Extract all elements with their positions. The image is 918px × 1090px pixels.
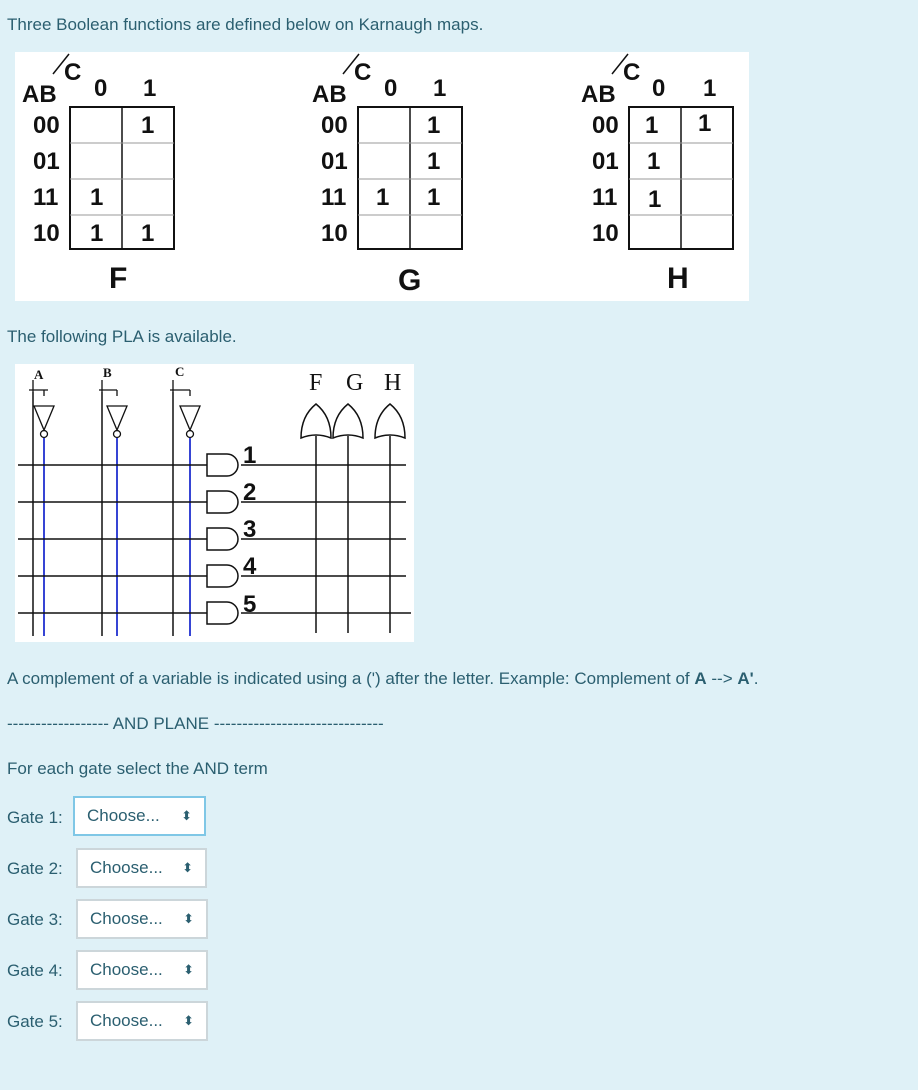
pla-gate-3-label: 3: [243, 516, 257, 543]
pla-complement-lines: [44, 438, 190, 636]
karnaugh-maps-image: [15, 52, 749, 301]
kmap-g: [312, 54, 462, 297]
kmap-g-cell: 1: [427, 184, 441, 211]
kmap-g-name: G: [398, 264, 422, 297]
complement-example-var: A: [694, 669, 707, 688]
and-plane-label: AND PLANE: [112, 714, 210, 733]
kmap-f-row-11: 11: [33, 184, 59, 211]
select-arrows-icon: ⬍: [181, 808, 192, 823]
kmap-g-row-10: 10: [321, 220, 348, 247]
kmap-h-ab-label: AB: [581, 81, 616, 108]
pla-input-buffers: [29, 380, 200, 438]
kmap-g-row-01: 01: [321, 148, 348, 175]
complement-note: A complement of a variable is indicated using a (') after the letter. Example: Complement of A --> A'.: [7, 669, 759, 688]
pla-output-g-label: G: [346, 370, 364, 396]
kmap-f-cell: 1: [90, 220, 104, 247]
and-plane-divider: ------------------ AND PLANE ------------------------------: [7, 714, 384, 733]
kmap-g-cell: 1: [376, 184, 390, 211]
kmap-f-cell: 1: [90, 184, 104, 211]
gate-5-select[interactable]: Choose... ⬍: [76, 1001, 208, 1041]
pla-output-h-label: H: [384, 370, 402, 396]
pla-diagram: [15, 364, 414, 642]
gate-5-label: Gate 5:: [7, 1012, 63, 1031]
kmap-h-cell: 1: [648, 186, 662, 213]
kmap-g-row-00: 00: [321, 112, 348, 139]
kmap-f-row-00: 00: [33, 112, 60, 139]
kmap-f-ab-label: AB: [22, 81, 57, 108]
gate-3-label: Gate 3:: [7, 910, 63, 929]
pla-gate-5-label: 5: [243, 591, 257, 618]
gate-2-label: Gate 2:: [7, 859, 63, 878]
kmap-g-c-label: C: [354, 59, 372, 86]
complement-example-result: A': [737, 669, 754, 688]
kmap-f-row-10: 10: [33, 220, 60, 247]
pla-output-f-label: F: [309, 370, 323, 396]
gate-2-select[interactable]: Choose... ⬍: [76, 848, 207, 888]
kmap-f-cell: 1: [141, 112, 155, 139]
pla-and-gates: [207, 454, 238, 624]
gate-4-label: Gate 4:: [7, 961, 63, 980]
kmap-g-ab-label: AB: [312, 81, 347, 108]
select-arrows-icon: ⬍: [183, 1013, 194, 1028]
kmap-g-col-0: 0: [384, 75, 398, 102]
kmap-f-cell: 1: [141, 220, 155, 247]
kmap-h-col-0: 0: [652, 75, 666, 102]
pla-input-lines: [33, 392, 173, 636]
pla-input-c-label: C: [175, 364, 185, 379]
kmap-g-row-11: 11: [321, 184, 347, 211]
select-arrows-icon: ⬍: [183, 962, 194, 977]
gate-4-select[interactable]: Choose... ⬍: [76, 950, 208, 990]
kmap-h: [581, 54, 733, 295]
kmap-h-row-01: 01: [592, 148, 619, 175]
kmap-f: [22, 54, 174, 295]
kmap-f-row-01: 01: [33, 148, 60, 175]
gate-3-select[interactable]: Choose... ⬍: [76, 899, 208, 939]
kmap-h-row-00: 00: [592, 112, 619, 139]
kmap-f-col-0: 0: [94, 75, 108, 102]
kmap-h-cell: 1: [645, 112, 659, 139]
kmap-f-col-1: 1: [143, 75, 157, 102]
pla-gate-1-label: 1: [243, 442, 257, 469]
instruction-text: For each gate select the AND term: [7, 759, 268, 778]
pla-gate-4-label: 4: [243, 553, 257, 580]
kmap-h-cell: 1: [698, 110, 712, 137]
pla-input-b-label: B: [103, 365, 112, 380]
kmap-h-row-11: 11: [592, 184, 618, 211]
pla-intro-text: The following PLA is available.: [7, 327, 237, 346]
pla-gate-2-label: 2: [243, 479, 257, 506]
kmap-h-cell: 1: [647, 148, 661, 175]
gate-1-select[interactable]: Choose... ⬍: [73, 796, 206, 836]
pla-input-a-label: A: [34, 367, 44, 382]
kmap-g-cell: 1: [427, 112, 441, 139]
kmap-f-name: F: [109, 262, 128, 295]
kmap-g-col-1: 1: [433, 75, 447, 102]
kmap-h-c-label: C: [623, 59, 641, 86]
kmap-h-name: H: [667, 262, 689, 295]
kmap-g-cell: 1: [427, 148, 441, 175]
select-arrows-icon: ⬍: [182, 860, 193, 875]
kmap-f-c-label: C: [64, 59, 82, 86]
intro-text: Three Boolean functions are defined below on Karnaugh maps.: [7, 15, 484, 34]
gate-1-label: Gate 1:: [7, 808, 63, 827]
select-arrows-icon: ⬍: [183, 911, 194, 926]
kmap-h-col-1: 1: [703, 75, 717, 102]
kmap-h-row-10: 10: [592, 220, 619, 247]
pla-or-gates: [301, 404, 405, 438]
